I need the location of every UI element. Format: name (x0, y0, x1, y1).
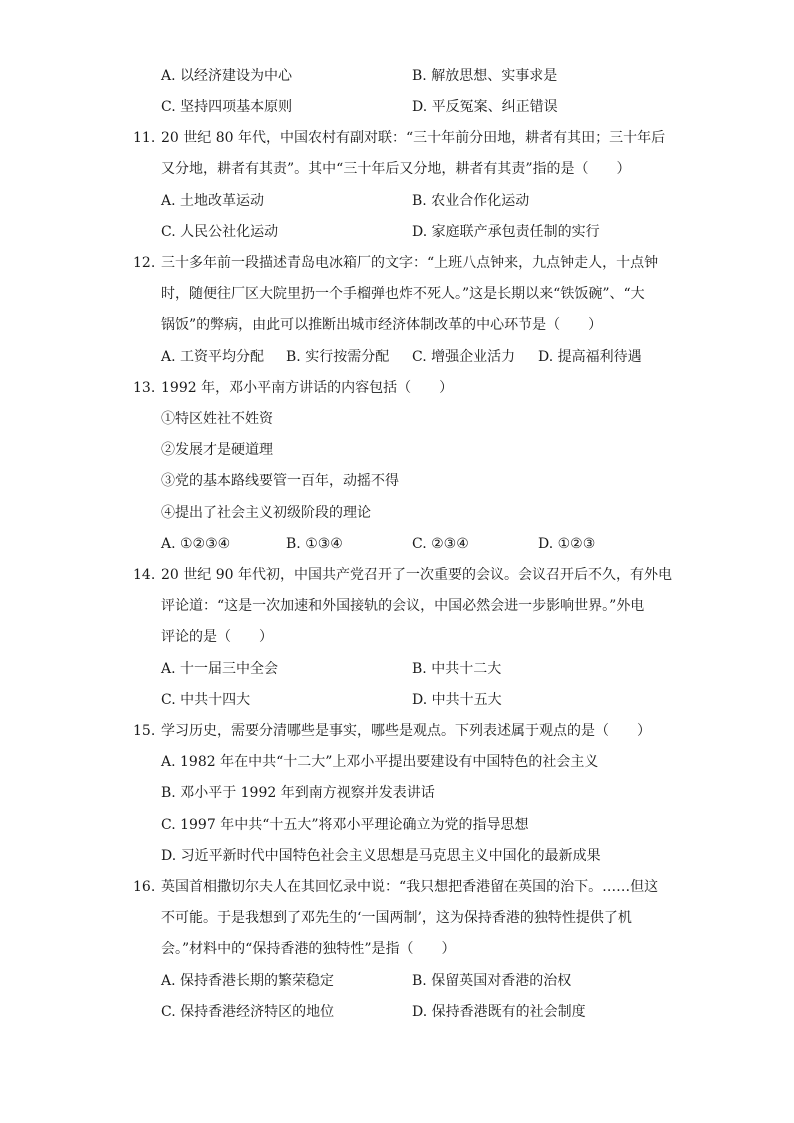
q11-number: 11. (133, 130, 156, 146)
q12-option-d: D. 提高福利待遇 (538, 349, 642, 365)
q12-option-a: A. 工资平均分配 (161, 349, 265, 365)
q11-stem-line: 20 世纪 80 年代，中国农村有副对联：“三十年前分田地，耕者有其田；三十年后 (161, 130, 666, 146)
q10-option-b: B. 解放思想、实事求是 (412, 68, 558, 84)
q16-stem-line: 英国首相撒切尔夫人在其回忆录中说：“我只想把香港留在英国的治下。……但这 (161, 879, 659, 895)
q15-option-c: C. 1997 年中共“十五大”将邓小平理论确立为党的指导思想 (161, 817, 529, 833)
q12-stem-line: 时，随便往厂区大院里扔一个手榴弹也炸不死人。”这是长期以来“铁饭碗”、“大 (161, 286, 645, 302)
q14-option-c: C. 中共十四大 (161, 692, 251, 708)
q16-option-d: D. 保持香港既有的社会制度 (412, 1004, 586, 1020)
q15-option-b: B. 邓小平于 1992 年到南方视察并发表讲话 (161, 785, 435, 801)
q11-stem-line: 又分地，耕者有其责”。其中“三十年后又分地，耕者有其责”指的是（ ） (161, 161, 631, 177)
q14-stem-line: 评论的是（ ） (161, 629, 273, 645)
q16-number: 16. (133, 879, 156, 895)
q15-number: 15. (133, 723, 156, 739)
q10-option-a: A. 以经济建设为中心 (161, 68, 293, 84)
q12-option-b: B. 实行按需分配 (286, 349, 390, 365)
q10-option-c: C. 坚持四项基本原则 (161, 99, 293, 115)
q14-option-b: B. 中共十二大 (412, 661, 502, 677)
q14-number: 14. (133, 567, 156, 583)
q13-option-b: B. ①③④ (286, 536, 343, 552)
q14-stem-line: 20 世纪 90 年代初，中国共产党召开了一次重要的会议。会议召开后不久，有外电 (161, 567, 672, 583)
q11-option-c: C. 人民公社化运动 (161, 224, 279, 240)
q15-option-d: D. 习近平新时代中国特色社会主义思想是马克思主义中国化的最新成果 (161, 848, 601, 864)
q11-option-d: D. 家庭联产承包责任制的实行 (412, 224, 600, 240)
q14-stem-line: 评论道：“这是一次加速和外国接轨的会议，中国必然会进一步影响世界。”外电 (161, 598, 645, 614)
q10-option-d: D. 平反冤案、纠正错误 (412, 99, 558, 115)
q11-option-a: A. 土地改革运动 (161, 193, 265, 209)
q16-stem-line: 不可能。于是我想到了邓先生的‘一国两制’，这为保持香港的独特性提供了机 (161, 910, 632, 926)
q12-stem-line: 锅饭”的弊病，由此可以推断出城市经济体制改革的中心环节是（ ） (161, 317, 603, 333)
q13-option-a: A. ①②③④ (161, 536, 231, 552)
q13-item: ③党的基本路线要管一百年，动摇不得 (161, 473, 399, 489)
q14-option-d: D. 中共十五大 (412, 692, 502, 708)
q12-option-c: C. 增强企业活力 (412, 349, 516, 365)
q12-number: 12. (133, 255, 156, 271)
q13-item: ④提出了社会主义初级阶段的理论 (161, 505, 371, 521)
q13-stem-line: 1992 年，邓小平南方讲话的内容包括（ ） (161, 380, 454, 396)
q13-option-d: D. ①②③ (538, 536, 596, 552)
q15-option-a: A. 1982 年在中共“十二大”上邓小平提出要建设有中国特色的社会主义 (161, 754, 599, 770)
q13-option-c: C. ②③④ (412, 536, 469, 552)
q16-stem-line: 会。”材料中的“保持香港的独特性”是指（ ） (161, 941, 456, 957)
q13-number: 13. (133, 380, 156, 396)
q16-option-b: B. 保留英国对香港的治权 (412, 973, 572, 989)
q14-option-a: A. 十一届三中全会 (161, 661, 279, 677)
q12-stem-line: 三十多年前一段描述青岛电冰箱厂的文字：“上班八点钟来，九点钟走人，十点钟 (161, 255, 659, 271)
q15-stem-line: 学习历史，需要分清哪些是事实，哪些是观点。下列表述属于观点的是（ ） (161, 723, 651, 739)
q16-option-c: C. 保持香港经济特区的地位 (161, 1004, 335, 1020)
q16-option-a: A. 保持香港长期的繁荣稳定 (161, 973, 335, 989)
q11-option-b: B. 农业合作化运动 (412, 193, 530, 209)
q13-item: ②发展才是硬道理 (161, 442, 273, 458)
q13-item: ①特区姓社不姓资 (161, 411, 273, 427)
